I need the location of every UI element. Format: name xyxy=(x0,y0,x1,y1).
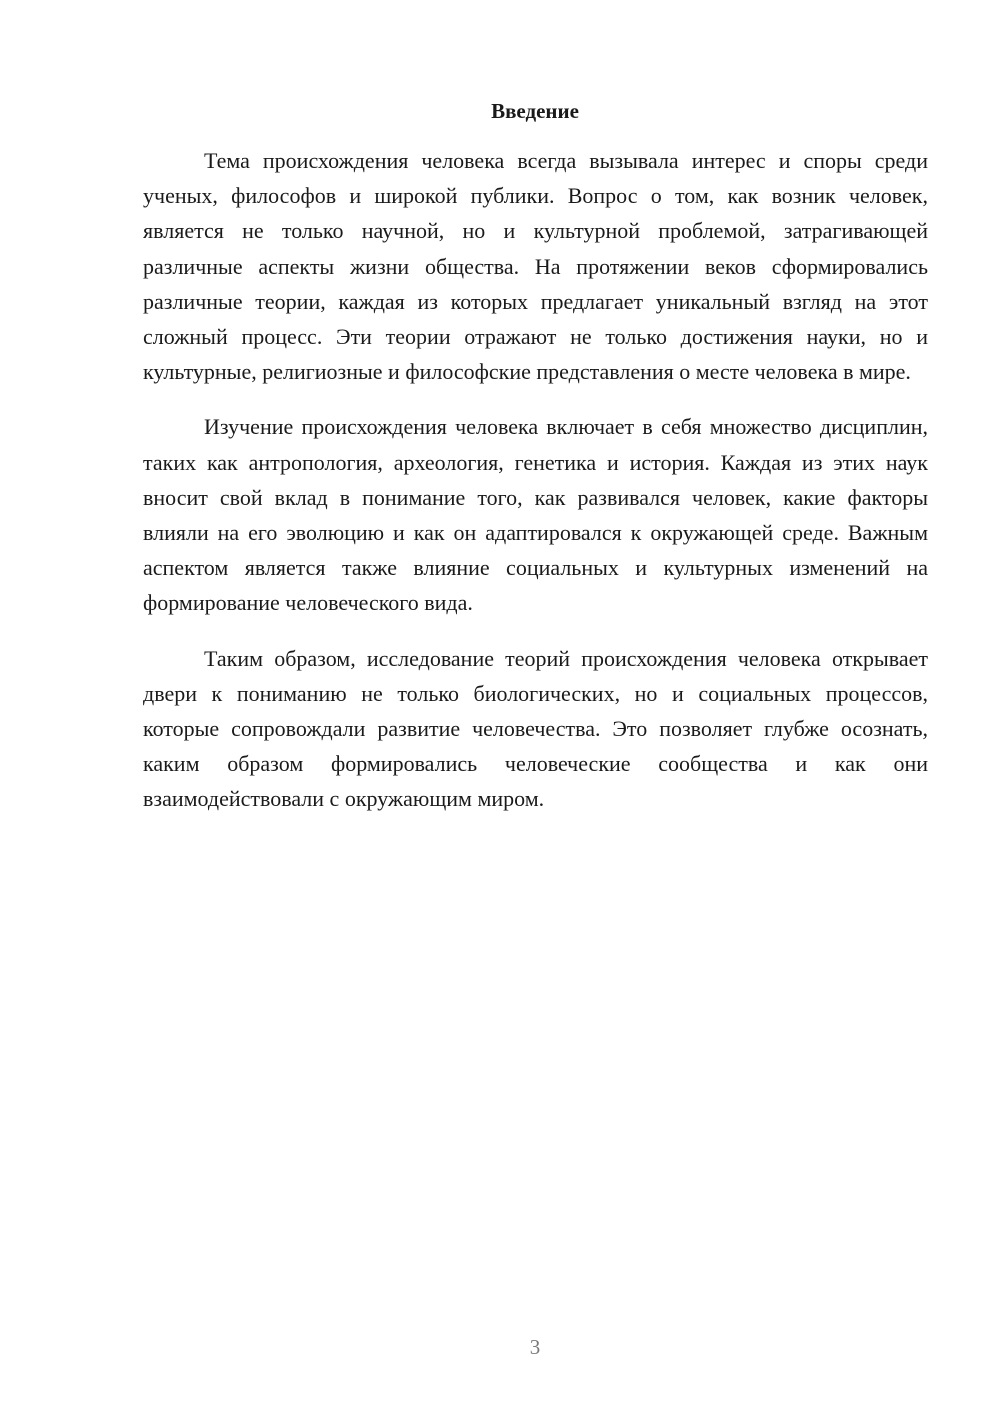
page-number: 3 xyxy=(529,1335,541,1359)
paragraph-3: Таким образом, исследование теорий происхождения человека открывает двери к пониманию не только биологических, но и социальных процессов, которые сопровождали развитие человечества. Это позволяет глубже осознать, каким образом формировались человеческие сообщества и как они взаимодействовали с окружающим миром. xyxy=(143,645,928,812)
document-body xyxy=(143,143,928,837)
paragraph-1: Тема происхождения человека всегда вызывала интерес и споры среди ученых, философов и широкой публики. Вопрос о том, как возник человек, является не только научной, но и культурной проблемой, затрагивающей различные аспекты жизни общества. На протяжении веков сформировались различные теории, каждая из которых предлагает уникальный взгляд на этот сложный процесс. Эти теории отражают не только достижения науки, но и культурные, религиозные и философские представления о месте человека в мире. xyxy=(143,148,928,385)
section-title: Введение xyxy=(491,99,579,123)
paragraph-2: Изучение происхождения человека включает в себя множество дисциплин, таких как антропология, археология, генетика и история. Каждая из этих наук вносит свой вклад в понимание того, как развивался человек, какие факторы влияли на его эволюцию и как он адаптировался к окружающей среде. Важным аспектом является также влияние социальных и культурных изменений на формирование человеческого вида. xyxy=(143,414,928,616)
